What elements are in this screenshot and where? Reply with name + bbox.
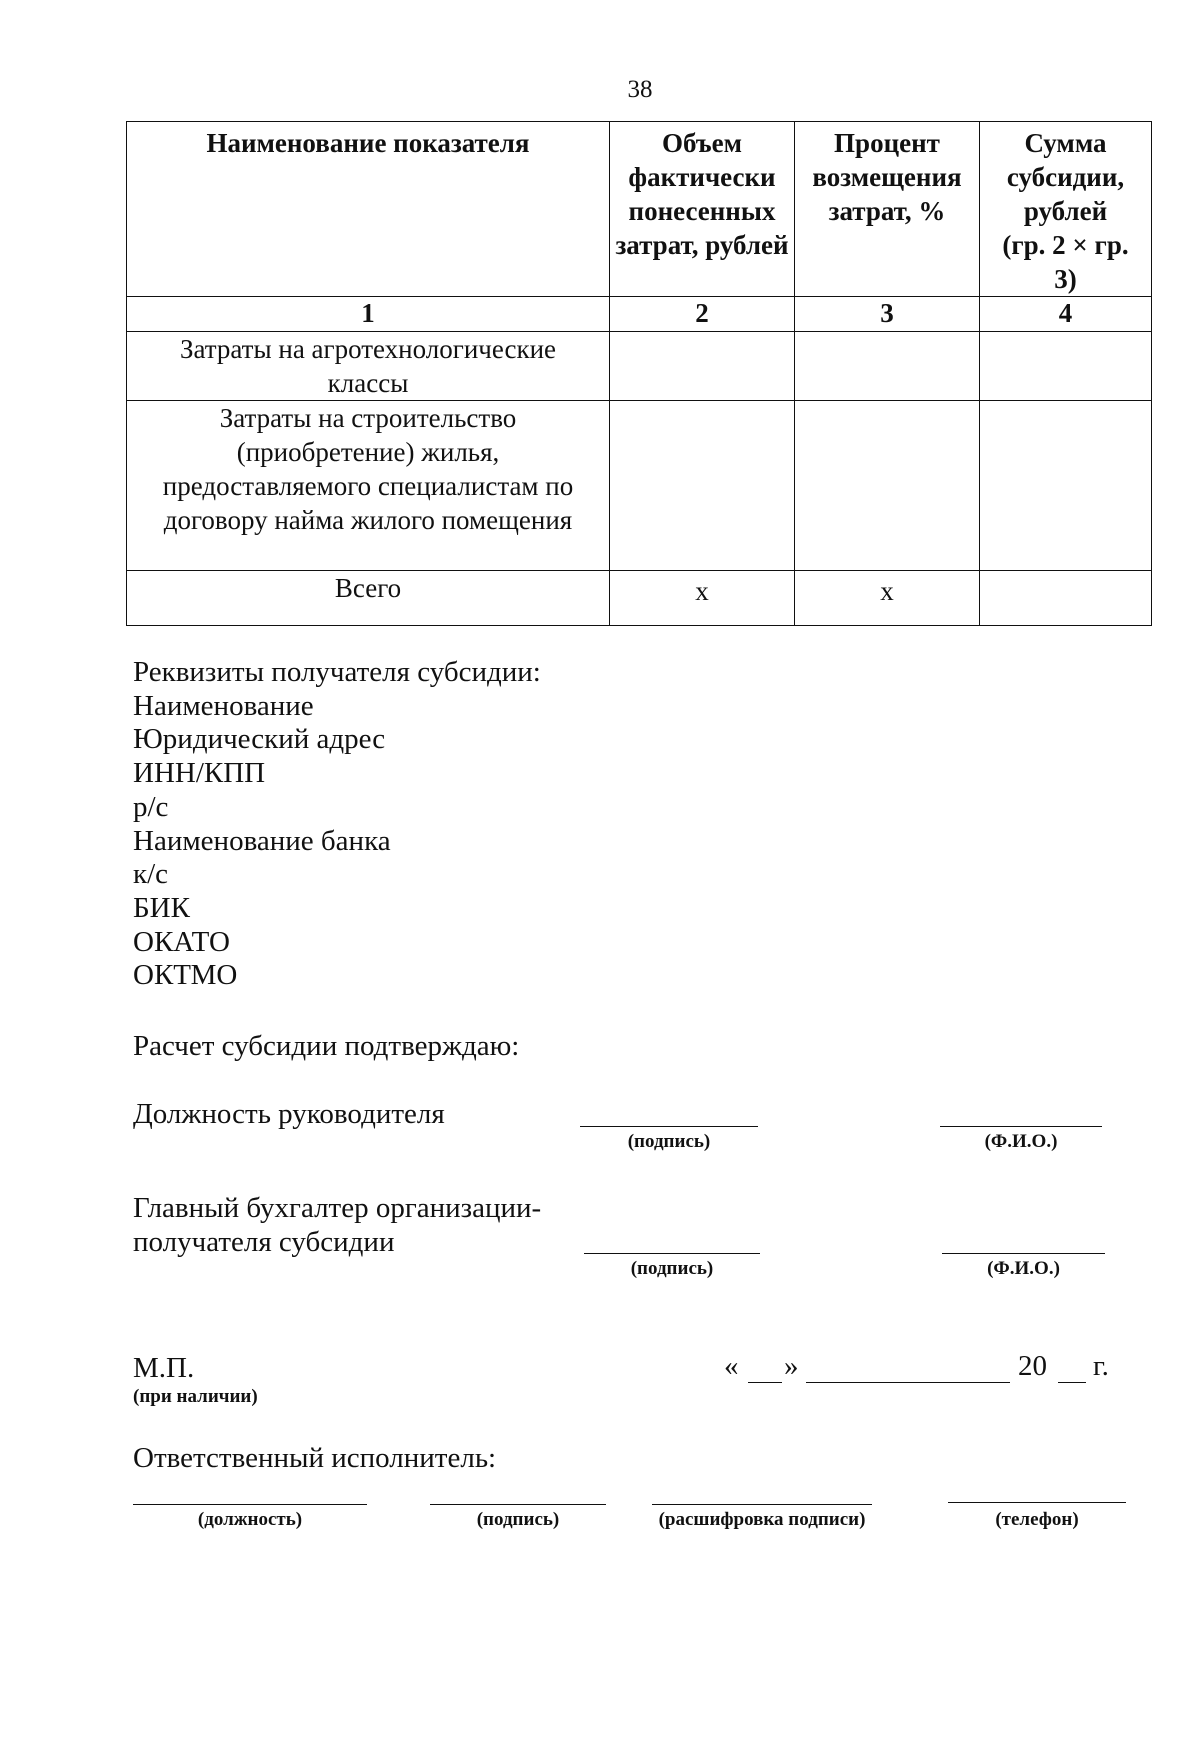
requisites-title: Реквизиты получателя субсидии: — [133, 656, 541, 688]
table-cell[interactable] — [795, 332, 980, 401]
subsidy-calculation-table — [126, 121, 1152, 626]
executor-decryption-caption: (расшифровка подписи) — [658, 1509, 866, 1530]
executor-phone-line[interactable] — [948, 1502, 1126, 1503]
executor-decryption-line[interactable] — [652, 1504, 872, 1505]
column-number: 2 — [610, 297, 795, 332]
requisite-item: ИНН/КПП — [133, 757, 266, 790]
executor-phone-caption: (телефон) — [995, 1509, 1079, 1530]
requisite-item: БИК — [133, 891, 190, 924]
table-row — [127, 401, 1152, 571]
requisite-item: Юридический адрес — [133, 723, 386, 756]
requisite-item: ОКАТО — [133, 925, 230, 958]
executor-signature-caption: (подпись) — [476, 1509, 560, 1530]
date-year-prefix: 20 — [1018, 1350, 1047, 1382]
row-name: Затраты на строительство (приобретение) жилья, предоставляемого специалистам по договору найма жилого помещения — [127, 401, 610, 571]
column-number: 4 — [980, 297, 1152, 332]
executor-position-caption: (должность) — [197, 1509, 303, 1530]
accountant-signature-caption: (подпись) — [630, 1258, 714, 1279]
header-reimbursement-percent: Процент возмещения затрат, % — [795, 122, 980, 297]
stamp-note: (при наличии) — [133, 1386, 258, 1407]
accountant-label-line1: Главный бухгалтер организации- — [133, 1192, 542, 1224]
table-cell[interactable] — [610, 401, 795, 571]
table-column-numbers-row — [127, 297, 1152, 332]
requisite-item: ОКТМО — [133, 959, 238, 992]
stamp-label: М.П. — [133, 1352, 195, 1384]
requisite-item: р/с — [133, 790, 169, 823]
accountant-signature-line[interactable] — [584, 1253, 760, 1254]
row-name: Затраты на агротехнологические классы — [127, 332, 610, 401]
director-signature-caption: (подпись) — [627, 1131, 711, 1152]
table-cell[interactable] — [795, 401, 980, 571]
director-label: Должность руководителя — [133, 1098, 445, 1130]
executor-signature-line[interactable] — [430, 1504, 606, 1505]
director-name-caption: (Ф.И.О.) — [984, 1131, 1058, 1152]
date-year-suffix: г. — [1093, 1350, 1109, 1382]
column-number: 3 — [795, 297, 980, 332]
accountant-label-line2: получателя субсидии — [133, 1226, 395, 1258]
table-cell[interactable] — [980, 571, 1152, 626]
table-cell[interactable] — [980, 332, 1152, 401]
requisite-item: к/с — [133, 858, 169, 891]
accountant-name-caption: (Ф.И.О.) — [987, 1258, 1060, 1279]
executor-label: Ответственный исполнитель: — [133, 1442, 497, 1474]
table-cell: х — [610, 571, 795, 626]
requisite-item: Наименование банка — [133, 824, 391, 857]
header-indicator-name: Наименование показателя — [127, 122, 610, 297]
recipient-requisites — [133, 656, 541, 993]
confirm-text: Расчет субсидии подтверждаю: — [133, 1030, 520, 1062]
header-actual-costs: Объем фактически понесенных затрат, рублей — [610, 122, 795, 297]
header-subsidy-amount: Сумма субсидии, рублей (гр. 2 × гр. 3) — [980, 122, 1152, 297]
column-number: 1 — [127, 297, 610, 332]
table-cell[interactable] — [980, 401, 1152, 571]
date-month-field[interactable] — [806, 1382, 1010, 1383]
date-day-open-quote: « — [724, 1350, 739, 1382]
date-day-field[interactable] — [748, 1382, 782, 1383]
director-signature-line[interactable] — [580, 1126, 758, 1127]
director-name-line[interactable] — [940, 1126, 1102, 1127]
executor-position-line[interactable] — [133, 1504, 367, 1505]
table-row-total — [127, 571, 1152, 626]
table-cell: х — [795, 571, 980, 626]
row-name: Всего — [127, 571, 610, 626]
date-day-close-quote: » — [784, 1350, 799, 1382]
table-header-row — [127, 122, 1152, 297]
date-year-field[interactable] — [1058, 1382, 1086, 1383]
requisite-item: Наименование — [133, 689, 314, 722]
page-number: 38 — [627, 76, 653, 103]
table-row — [127, 332, 1152, 401]
table-cell[interactable] — [610, 332, 795, 401]
accountant-name-line[interactable] — [942, 1253, 1105, 1254]
